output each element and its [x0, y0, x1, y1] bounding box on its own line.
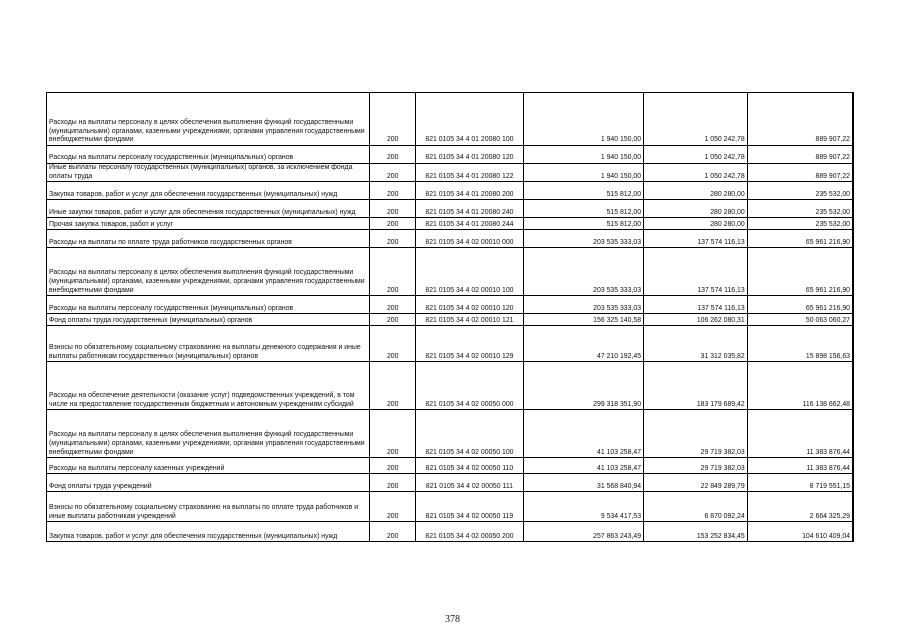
unexecuted-amount-cell: 50 063 060,27	[747, 314, 853, 326]
executed-amount-cell: 106 262 080,31	[644, 314, 748, 326]
line-code-cell: 200	[370, 362, 416, 410]
budget-classification-code-cell: 821 0105 34 4 01 20080 200	[416, 182, 524, 200]
approved-amount-cell: 31 568 840,94	[523, 474, 643, 492]
table-row	[47, 522, 854, 542]
table-row	[47, 200, 854, 218]
table-body	[47, 93, 854, 542]
expense-name-cell: Расходы на выплаты по оплате труда работников государственных органов	[47, 230, 370, 248]
expense-name-cell: Закупка товаров, работ и услуг для обеспечения государственных (муниципальных) нужд	[47, 182, 370, 200]
budget-classification-code-cell: 821 0105 34 4 01 20080 240	[416, 200, 524, 218]
approved-amount-cell: 515 812,00	[523, 200, 643, 218]
line-code-cell: 200	[370, 522, 416, 542]
line-code-cell: 200	[370, 314, 416, 326]
executed-amount-cell: 29 719 382,03	[644, 458, 748, 474]
expense-name-cell: Расходы на выплаты персоналу в целях обеспечения выполнения функций государственными (муниципальными) органами, казенными учреждениями, органами управления государственными внебюджетными фондами	[47, 248, 370, 296]
executed-amount-cell: 31 312 035,82	[644, 326, 748, 362]
expense-name-cell: Расходы на выплаты персоналу в целях обеспечения выполнения функций государственными (муниципальными) органами, казенными учреждениями, органами управления государственными внебюджетными фондами	[47, 410, 370, 458]
approved-amount-cell: 41 103 258,47	[523, 410, 643, 458]
expense-name-cell: Закупка товаров, работ и услуг для обеспечения государственных (муниципальных) нужд	[47, 522, 370, 542]
unexecuted-amount-cell: 116 138 662,48	[747, 362, 853, 410]
budget-classification-code-cell: 821 0105 34 4 02 00050 200	[416, 522, 524, 542]
table-row	[47, 474, 854, 492]
executed-amount-cell: 153 252 834,45	[644, 522, 748, 542]
expense-name-cell: Расходы на выплаты персоналу государственных (муниципальных) органов	[47, 146, 370, 164]
budget-classification-code-cell: 821 0105 34 4 02 00050 000	[416, 362, 524, 410]
approved-amount-cell: 203 535 333,03	[523, 248, 643, 296]
table-row	[47, 248, 854, 296]
line-code-cell: 200	[370, 326, 416, 362]
line-code-cell: 200	[370, 182, 416, 200]
executed-amount-cell: 280 280,00	[644, 200, 748, 218]
executed-amount-cell: 1 050 242,78	[644, 93, 748, 146]
table-row	[47, 492, 854, 522]
executed-amount-cell: 29 719 382,03	[644, 410, 748, 458]
approved-amount-cell: 203 535 333,03	[523, 230, 643, 248]
budget-classification-code-cell: 821 0105 34 4 01 20080 122	[416, 164, 524, 182]
table-row	[47, 230, 854, 248]
budget-classification-code-cell: 821 0105 34 4 02 00010 121	[416, 314, 524, 326]
expense-name-cell: Взносы по обязательному социальному страхованию на выплаты денежного содержания и иные выплаты работникам государственных (муниципальных) органов	[47, 326, 370, 362]
unexecuted-amount-cell: 11 383 876,44	[747, 410, 853, 458]
budget-classification-code-cell: 821 0105 34 4 01 20080 120	[416, 146, 524, 164]
budget-classification-code-cell: 821 0105 34 4 02 00010 129	[416, 326, 524, 362]
expense-name-cell: Расходы на выплаты персоналу казенных учреждений	[47, 458, 370, 474]
unexecuted-amount-cell: 65 961 216,90	[747, 296, 853, 314]
approved-amount-cell: 203 535 333,03	[523, 296, 643, 314]
approved-amount-cell: 9 534 417,53	[523, 492, 643, 522]
executed-amount-cell: 137 574 116,13	[644, 230, 748, 248]
budget-classification-code-cell: 821 0105 34 4 02 00050 111	[416, 474, 524, 492]
expense-name-cell: Прочая закупка товаров, работ и услуг	[47, 218, 370, 230]
line-code-cell: 200	[370, 458, 416, 474]
expense-name-cell: Расходы на выплаты персоналу государственных (муниципальных) органов	[47, 296, 370, 314]
budget-classification-code-cell: 821 0105 34 4 02 00010 100	[416, 248, 524, 296]
line-code-cell: 200	[370, 146, 416, 164]
page-number: 378	[445, 614, 460, 625]
budget-classification-code-cell: 821 0105 34 4 01 20080 100	[416, 93, 524, 146]
table-row	[47, 296, 854, 314]
table-row	[47, 410, 854, 458]
line-code-cell: 200	[370, 410, 416, 458]
line-code-cell: 200	[370, 218, 416, 230]
budget-classification-code-cell: 821 0105 34 4 02 00050 100	[416, 410, 524, 458]
budget-classification-code-cell: 821 0105 34 4 02 00050 119	[416, 492, 524, 522]
unexecuted-amount-cell: 65 961 216,90	[747, 248, 853, 296]
executed-amount-cell: 22 849 289,79	[644, 474, 748, 492]
approved-amount-cell: 1 940 150,00	[523, 146, 643, 164]
expense-name-cell: Расходы на обеспечение деятельности (оказание услуг) подведомственных учреждений, в том числе на предоставление государственным бюджетным и автономным учреждениям субсидий	[47, 362, 370, 410]
unexecuted-amount-cell: 15 898 156,63	[747, 326, 853, 362]
unexecuted-amount-cell: 104 610 409,04	[747, 522, 853, 542]
approved-amount-cell: 515 812,00	[523, 182, 643, 200]
approved-amount-cell: 1 940 150,00	[523, 93, 643, 146]
expense-name-cell: Фонд оплаты труда учреждений	[47, 474, 370, 492]
executed-amount-cell: 137 574 116,13	[644, 248, 748, 296]
approved-amount-cell: 515 812,00	[523, 218, 643, 230]
line-code-cell: 200	[370, 93, 416, 146]
line-code-cell: 200	[370, 200, 416, 218]
budget-classification-code-cell: 821 0105 34 4 01 20080 244	[416, 218, 524, 230]
unexecuted-amount-cell: 65 961 216,90	[747, 230, 853, 248]
table-row	[47, 314, 854, 326]
executed-amount-cell: 6 870 092,24	[644, 492, 748, 522]
approved-amount-cell: 47 210 192,45	[523, 326, 643, 362]
table-row	[47, 326, 854, 362]
table-row	[47, 93, 854, 146]
unexecuted-amount-cell: 235 532,00	[747, 218, 853, 230]
budget-classification-code-cell: 821 0105 34 4 02 00010 120	[416, 296, 524, 314]
budget-classification-code-cell: 821 0105 34 4 02 00010 000	[416, 230, 524, 248]
line-code-cell: 200	[370, 474, 416, 492]
expense-name-cell: Фонд оплаты труда государственных (муниципальных) органов	[47, 314, 370, 326]
table-row	[47, 146, 854, 164]
line-code-cell: 200	[370, 164, 416, 182]
unexecuted-amount-cell: 11 383 876,44	[747, 458, 853, 474]
line-code-cell: 200	[370, 492, 416, 522]
line-code-cell: 200	[370, 248, 416, 296]
approved-amount-cell: 41 103 258,47	[523, 458, 643, 474]
executed-amount-cell: 1 050 242,78	[644, 146, 748, 164]
approved-amount-cell: 257 863 243,49	[523, 522, 643, 542]
expense-name-cell: Иные закупки товаров, работ и услуг для обеспечения государственных (муниципальных) нужд	[47, 200, 370, 218]
line-code-cell: 200	[370, 296, 416, 314]
table-row	[47, 218, 854, 230]
unexecuted-amount-cell: 889 907,22	[747, 146, 853, 164]
table-row	[47, 458, 854, 474]
unexecuted-amount-cell: 2 664 325,29	[747, 492, 853, 522]
budget-execution-table	[46, 92, 854, 542]
expense-name-cell: Иные выплаты персоналу государственных (муниципальных) органов, за исключением фонда оплаты труда	[47, 164, 370, 182]
table-row	[47, 182, 854, 200]
expense-name-cell: Расходы на выплаты персоналу в целях обеспечения выполнения функций государственными (муниципальными) органами, казенными учреждениями, органами управления государственными внебюджетными фондами	[47, 93, 370, 146]
unexecuted-amount-cell: 889 907,22	[747, 164, 853, 182]
table-row	[47, 362, 854, 410]
table-row	[47, 164, 854, 182]
budget-classification-code-cell: 821 0105 34 4 02 00050 110	[416, 458, 524, 474]
executed-amount-cell: 183 179 689,42	[644, 362, 748, 410]
approved-amount-cell: 1 940 150,00	[523, 164, 643, 182]
unexecuted-amount-cell: 8 719 551,15	[747, 474, 853, 492]
expense-name-cell: Взносы по обязательному социальному страхованию на выплаты по оплате труда работников и иные выплаты работникам учреждений	[47, 492, 370, 522]
line-code-cell: 200	[370, 230, 416, 248]
approved-amount-cell: 299 318 351,90	[523, 362, 643, 410]
executed-amount-cell: 137 574 116,13	[644, 296, 748, 314]
unexecuted-amount-cell: 889 907,22	[747, 93, 853, 146]
approved-amount-cell: 156 325 140,58	[523, 314, 643, 326]
unexecuted-amount-cell: 235 532,00	[747, 200, 853, 218]
unexecuted-amount-cell: 235 532,00	[747, 182, 853, 200]
executed-amount-cell: 280 280,00	[644, 218, 748, 230]
executed-amount-cell: 1 050 242,78	[644, 164, 748, 182]
executed-amount-cell: 280 280,00	[644, 182, 748, 200]
